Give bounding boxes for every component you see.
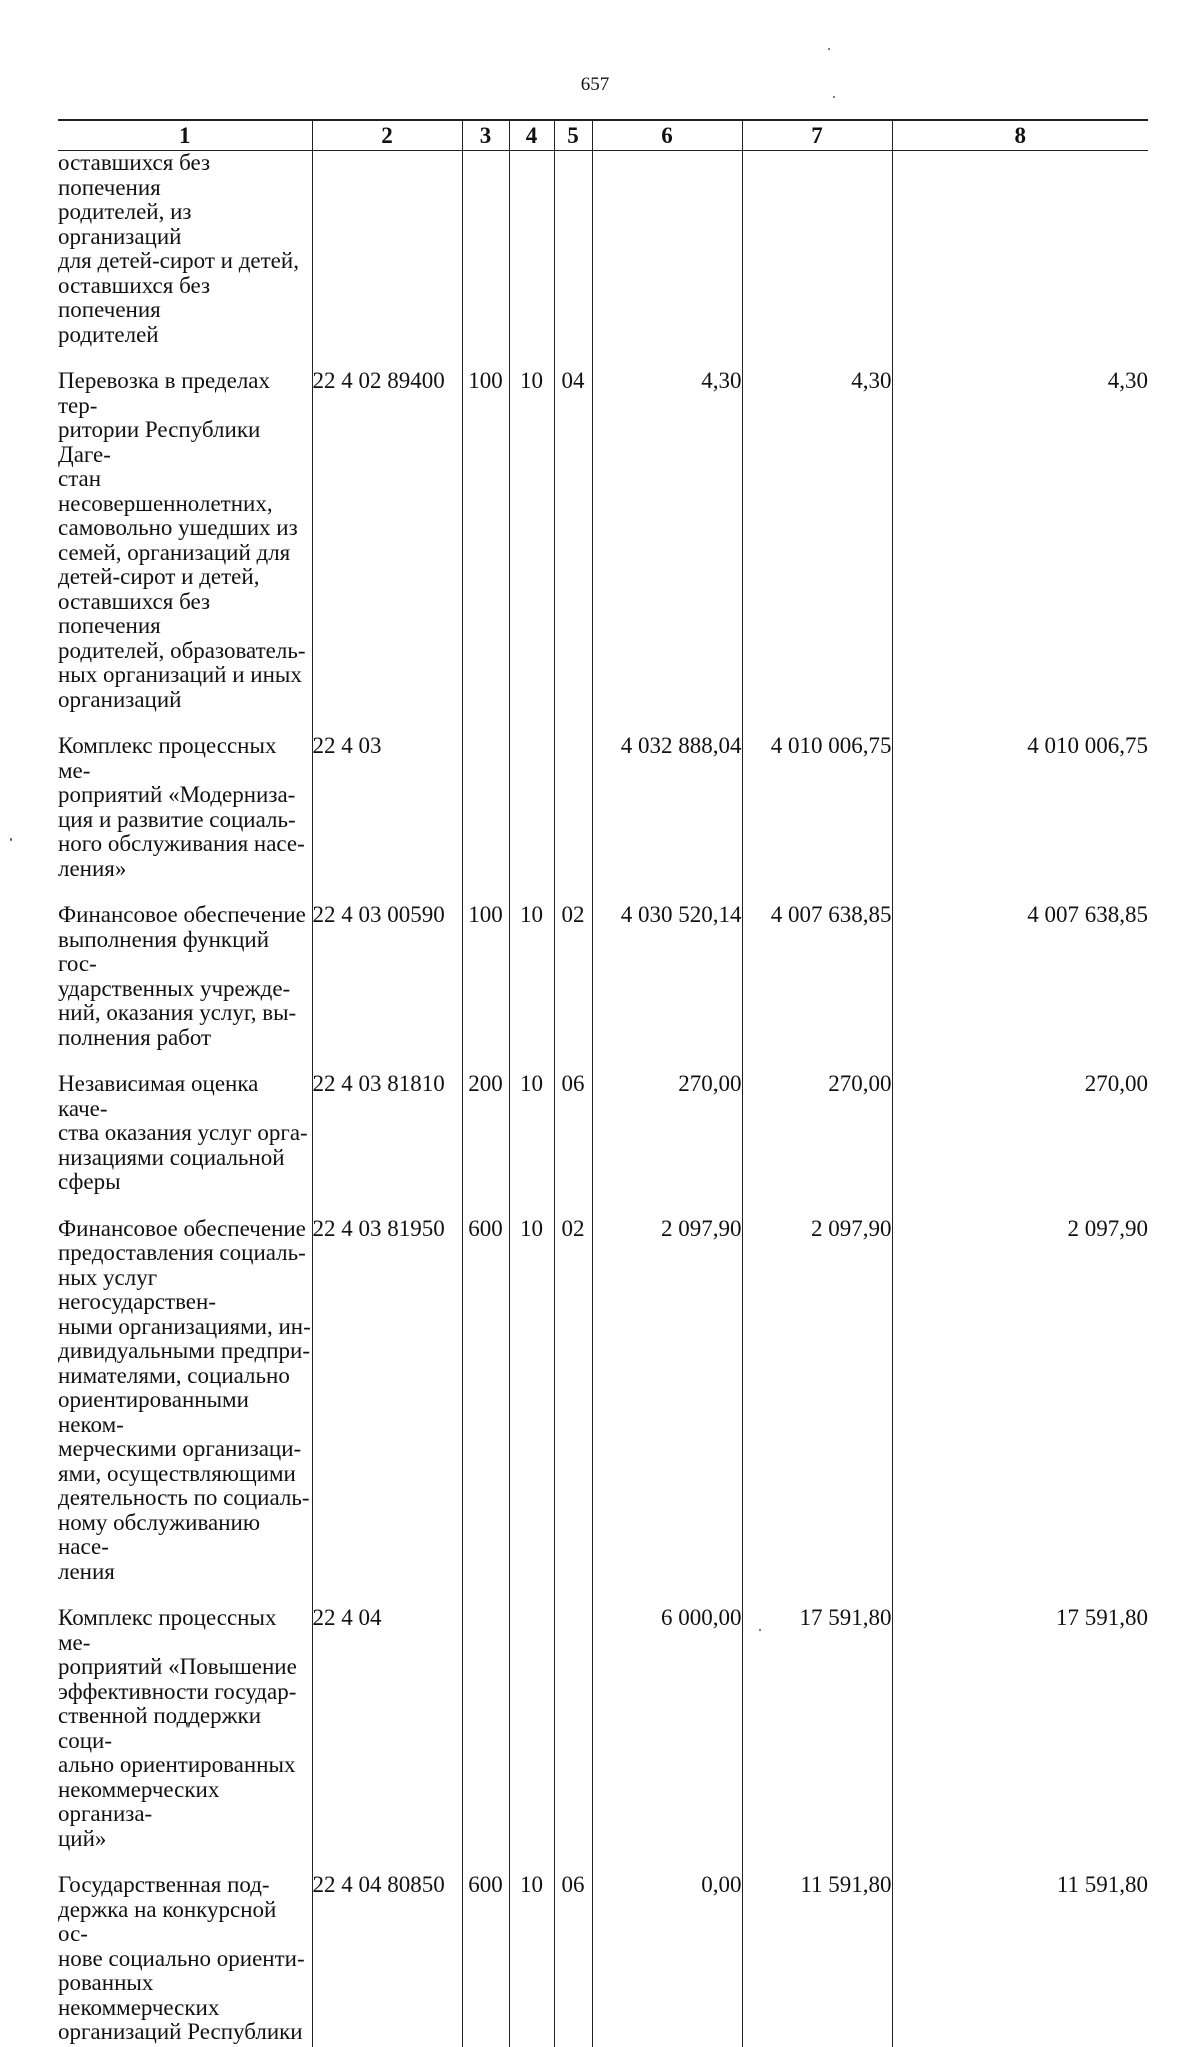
spacer-cell [312, 1584, 462, 1606]
spacer-cell [742, 1195, 892, 1217]
expense-type: 600 [462, 1217, 509, 1585]
column-header-3: 3 [462, 121, 509, 151]
spacer-cell [554, 1584, 592, 1606]
table-row [58, 734, 1148, 881]
spacer-cell [462, 1851, 509, 1873]
spacer-cell [554, 1851, 592, 1873]
spacer-cell [462, 1195, 509, 1217]
section [509, 734, 554, 881]
spacer-cell [742, 1584, 892, 1606]
budget-table [58, 121, 1148, 2047]
description-line: держка на конкурсной ос- [58, 1896, 277, 1946]
description-line: стан несовершеннолетних, [58, 466, 273, 516]
description-line: родителей, из организаций [58, 199, 192, 249]
subsection [554, 734, 592, 881]
spacer-cell [892, 347, 1148, 369]
page-number: 657 [580, 74, 610, 95]
description-line: ления» [58, 855, 127, 881]
description-line: ными организациями, ин- [58, 1313, 311, 1339]
spacer-cell [554, 2045, 592, 2047]
spacer-cell [592, 2045, 742, 2047]
expense-type [462, 734, 509, 881]
description-line: выполнения функций гос- [58, 926, 269, 976]
description-line: ориентированными неком- [58, 1387, 249, 1437]
row-description [58, 369, 312, 712]
spacer-cell [592, 1851, 742, 1873]
section: 10 [509, 369, 554, 712]
column-header-7: 7 [742, 121, 892, 151]
row-spacer [58, 1195, 1148, 1217]
table-header [58, 121, 1148, 151]
subsection: 04 [554, 369, 592, 712]
expense-type [462, 151, 509, 348]
description-line: организаций Республики [58, 2019, 303, 2044]
row-description [58, 1072, 312, 1195]
spacer-cell [462, 1050, 509, 1072]
subsection: 06 [554, 1873, 592, 2045]
row-description [58, 1606, 312, 1851]
description-line: детей-сирот и детей, [58, 564, 260, 589]
spacer-cell [892, 1851, 1148, 1873]
description-line: предоставления социаль- [58, 1240, 306, 1265]
amount-col8 [892, 151, 1148, 348]
amount-col7: 17 591,80 [742, 1606, 892, 1851]
amount-col8: 4 010 006,75 [892, 734, 1148, 881]
spacer-cell [58, 712, 312, 734]
amount-col6: 270,00 [592, 1072, 742, 1195]
spacer-cell [592, 1584, 742, 1606]
row-spacer [58, 1584, 1148, 1606]
description-line: Государственная под- [58, 1872, 270, 1897]
description-line: низациями социальной [58, 1144, 285, 1170]
amount-col8: 11 591,80 [892, 1873, 1148, 2045]
row-spacer [58, 2045, 1148, 2047]
description-line: организаций [58, 686, 182, 712]
spacer-cell [58, 1195, 312, 1217]
expense-type: 600 [462, 1873, 509, 2045]
spacer-cell [312, 1195, 462, 1217]
row-spacer [58, 347, 1148, 369]
table-row [58, 1072, 1148, 1195]
table-row [58, 369, 1148, 712]
description-line: ций» [58, 1825, 107, 1851]
spacer-cell [462, 1584, 509, 1606]
subsection: 02 [554, 1217, 592, 1585]
spacer-cell [554, 712, 592, 734]
spacer-cell [554, 1050, 592, 1072]
spacer-cell [58, 2045, 312, 2047]
column-header-8: 8 [892, 121, 1148, 151]
spacer-cell [312, 881, 462, 903]
expense-type: 200 [462, 1072, 509, 1195]
column-header-6: 6 [592, 121, 742, 151]
table-row [58, 1873, 1148, 2045]
spacer-cell [509, 1584, 554, 1606]
spacer-cell [554, 881, 592, 903]
spacer-cell [742, 881, 892, 903]
spacer-cell [509, 1050, 554, 1072]
spacer-cell [742, 1050, 892, 1072]
description-line: семей, организаций для [58, 539, 291, 565]
description-line: дивидуальными предпри- [58, 1338, 311, 1363]
description-line: Комплекс процессных ме- [58, 733, 277, 783]
spacer-cell [312, 1050, 462, 1072]
expense-type [462, 1606, 509, 1851]
spacer-cell [509, 1195, 554, 1217]
description-line: ний, оказания услуг, вы- [58, 1000, 297, 1025]
amount-col6: 0,00 [592, 1873, 742, 2045]
spacer-cell [58, 1851, 312, 1873]
row-spacer [58, 712, 1148, 734]
row-description [58, 903, 312, 1050]
section: 10 [509, 1072, 554, 1195]
spacer-cell [554, 347, 592, 369]
amount-col6: 2 097,90 [592, 1217, 742, 1585]
description-line: родителей [58, 321, 159, 347]
amount-col6: 6 000,00 [592, 1606, 742, 1851]
table-row [58, 151, 1148, 348]
amount-col6 [592, 151, 742, 348]
spacer-cell [462, 347, 509, 369]
spacer-cell [58, 1584, 312, 1606]
description-line: некоммерческих организа- [58, 1776, 220, 1826]
description-line: ному обслуживанию насе- [58, 1509, 261, 1559]
description-line: деятельность по социаль- [58, 1485, 310, 1510]
spacer-cell [592, 881, 742, 903]
table-row [58, 903, 1148, 1050]
amount-col8: 4 007 638,85 [892, 903, 1148, 1050]
amount-col7: 2 097,90 [742, 1217, 892, 1585]
amount-col7: 11 591,80 [742, 1873, 892, 2045]
amount-col7: 4 010 006,75 [742, 734, 892, 881]
row-spacer [58, 881, 1148, 903]
column-header-1: 1 [58, 121, 312, 151]
description-line: ных организаций и иных [58, 662, 302, 687]
budget-code: 22 4 03 81810 [312, 1072, 462, 1195]
spacer-cell [892, 2045, 1148, 2047]
spacer-cell [509, 2045, 554, 2047]
description-line: оставшихся без попечения [58, 150, 211, 200]
spacer-cell [462, 712, 509, 734]
amount-col6: 4,30 [592, 369, 742, 712]
description-line: Комплекс процессных ме- [58, 1605, 277, 1655]
description-line: роприятий «Модерниза- [58, 782, 296, 807]
description-line: ударственных учрежде- [58, 975, 291, 1001]
table-row [58, 1606, 1148, 1851]
spacer-cell [462, 881, 509, 903]
row-spacer [58, 1851, 1148, 1873]
expense-type: 100 [462, 903, 509, 1050]
spacer-cell [742, 2045, 892, 2047]
subsection: 06 [554, 1072, 592, 1195]
row-spacer [58, 1050, 1148, 1072]
section: 10 [509, 1217, 554, 1585]
expense-type: 100 [462, 369, 509, 712]
subsection [554, 1606, 592, 1851]
column-header-2: 2 [312, 121, 462, 151]
column-header-5: 5 [554, 121, 592, 151]
description-line: сферы [58, 1169, 121, 1194]
section [509, 1606, 554, 1851]
description-line: роприятий «Повышение [58, 1654, 297, 1679]
spacer-cell [592, 1195, 742, 1217]
spacer-cell [592, 712, 742, 734]
description-line: оставшихся без попечения [58, 588, 211, 638]
subsection [554, 151, 592, 348]
spacer-cell [892, 1195, 1148, 1217]
scan-speck [759, 1629, 761, 1631]
amount-col7: 270,00 [742, 1072, 892, 1195]
description-line: родителей, образователь- [58, 637, 306, 663]
amount-col7 [742, 151, 892, 348]
spacer-cell [742, 347, 892, 369]
scan-speck [833, 96, 835, 98]
row-description [58, 1217, 312, 1585]
spacer-cell [509, 1851, 554, 1873]
description-line: ства оказания услуг орга- [58, 1120, 308, 1145]
scan-speck [10, 838, 12, 841]
row-description [58, 734, 312, 881]
description-line: эффективности государ- [58, 1678, 297, 1704]
table-row [58, 1217, 1148, 1585]
amount-col8: 270,00 [892, 1072, 1148, 1195]
amount-col7: 4,30 [742, 369, 892, 712]
spacer-cell [509, 712, 554, 734]
spacer-cell [58, 881, 312, 903]
spacer-cell [554, 1195, 592, 1217]
spacer-cell [312, 712, 462, 734]
description-line: ных услуг негосударствен- [58, 1264, 216, 1314]
section: 10 [509, 1873, 554, 2045]
description-line: Финансовое обеспечение [58, 902, 306, 927]
subsection: 02 [554, 903, 592, 1050]
amount-col7: 4 007 638,85 [742, 903, 892, 1050]
description-line: Финансовое обеспечение [58, 1215, 306, 1241]
amount-col6: 4 030 520,14 [592, 903, 742, 1050]
description-line: рованных некоммерческих [58, 1970, 220, 2020]
row-description [58, 1873, 312, 2045]
budget-code: 22 4 04 80850 [312, 1873, 462, 2045]
description-line: ция и развитие социаль- [58, 806, 296, 832]
budget-code [312, 151, 462, 348]
amount-col8: 4,30 [892, 369, 1148, 712]
spacer-cell [892, 881, 1148, 903]
spacer-cell [58, 347, 312, 369]
budget-code: 22 4 03 00590 [312, 903, 462, 1050]
scan-speck [828, 48, 830, 50]
spacer-cell [312, 2045, 462, 2047]
row-description [58, 151, 312, 348]
spacer-cell [892, 1050, 1148, 1072]
budget-code: 22 4 03 81950 [312, 1217, 462, 1585]
description-line: ления [58, 1558, 115, 1584]
description-line: полнения работ [58, 1024, 212, 1050]
budget-code: 22 4 04 [312, 1606, 462, 1851]
spacer-cell [462, 2045, 509, 2047]
description-line: ственной поддержки соци- [58, 1703, 262, 1753]
column-header-4: 4 [509, 121, 554, 151]
budget-code: 22 4 02 89400 [312, 369, 462, 712]
description-line: нимателями, социально [58, 1362, 290, 1388]
spacer-cell [509, 881, 554, 903]
description-line: нове социально ориенти- [58, 1945, 305, 1971]
description-line: ритории Республики Даге- [58, 417, 261, 467]
amount-col8: 2 097,90 [892, 1217, 1148, 1585]
description-line: Независимая оценка каче- [58, 1071, 259, 1121]
description-line: оставшихся без попечения [58, 272, 211, 322]
spacer-cell [592, 1050, 742, 1072]
description-line: для детей-сирот и детей, [58, 248, 299, 273]
budget-code: 22 4 03 [312, 734, 462, 881]
description-line: Перевозка в пределах тер- [58, 368, 271, 418]
amount-col8: 17 591,80 [892, 1606, 1148, 1851]
spacer-cell [58, 1050, 312, 1072]
spacer-cell [892, 712, 1148, 734]
spacer-cell [312, 347, 462, 369]
amount-col6: 4 032 888,04 [592, 734, 742, 881]
spacer-cell [742, 712, 892, 734]
description-line: ного обслуживания насе- [58, 831, 305, 856]
description-line: самовольно ушедших из [58, 515, 298, 540]
section [509, 151, 554, 348]
spacer-cell [592, 347, 742, 369]
spacer-cell [509, 347, 554, 369]
description-line: ями, осуществляющими [58, 1460, 296, 1486]
description-line: ально ориентированных [58, 1752, 296, 1777]
spacer-cell [892, 1584, 1148, 1606]
description-line: мерческими организаци- [58, 1436, 302, 1461]
spacer-cell [742, 1851, 892, 1873]
spacer-cell [312, 1851, 462, 1873]
section: 10 [509, 903, 554, 1050]
table-body [58, 151, 1148, 2047]
